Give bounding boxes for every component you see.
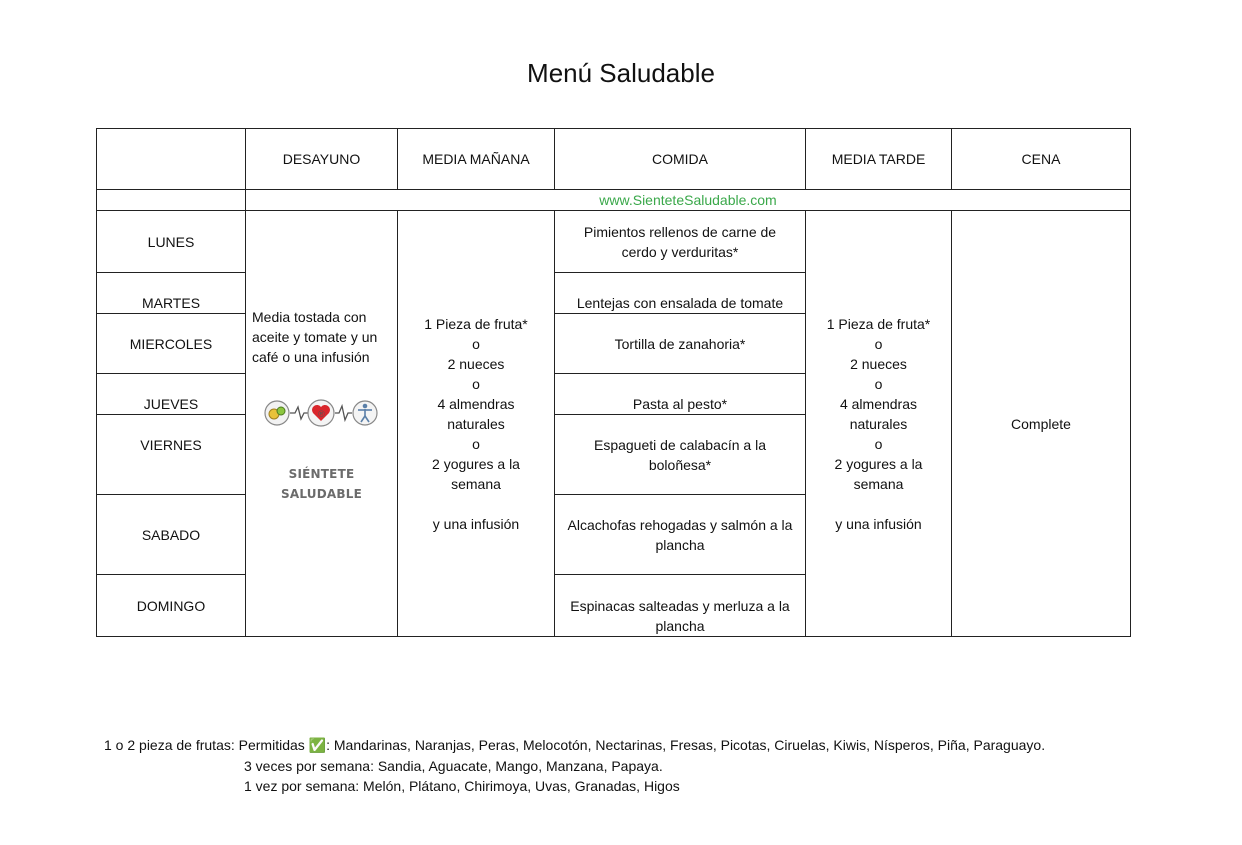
day-lunes: LUNES	[97, 211, 246, 273]
logo	[252, 389, 391, 504]
comida-line: Espinacas salteadas y merluza a la	[570, 598, 790, 614]
media-manana-cell	[398, 211, 555, 637]
snack-line: 4 almendras	[437, 395, 515, 412]
comida-line: Alcachofas rehogadas y salmón a la	[567, 516, 793, 533]
snack-line: y una infusión	[432, 515, 520, 532]
header-desayuno: DESAYUNO	[246, 129, 398, 190]
header-media-tarde: MEDIA TARDE	[806, 129, 952, 190]
comida-lunes	[555, 211, 806, 273]
comida-line: plancha	[655, 536, 705, 553]
page-title: Menú Saludable	[527, 58, 715, 88]
table-row	[97, 211, 1131, 273]
fruit-note-line-2: 3 veces por semana: Sandia, Aguacate, Mango, Manzana, Papaya.	[244, 758, 663, 774]
comida-line: plancha	[655, 618, 705, 634]
snack-line: o	[472, 335, 480, 352]
checkmark-icon: ✅	[308, 738, 327, 754]
comida-line: Pimientos rellenos de carne de	[583, 223, 777, 240]
day-sabado: SABADO	[97, 495, 246, 575]
fruit-note-list: : Mandarinas, Naranjas, Peras, Melocotón, Nectarinas, Fresas, Picotas, Ciruelas, Kiwis, Nísperos, Piña, Paraguayo.	[326, 737, 1046, 753]
comida-line: Pasta al pesto*	[632, 396, 728, 412]
comida-sabado	[555, 495, 806, 575]
comida-line: cerdo y verduritas*	[621, 243, 739, 260]
snack-line: y una infusión	[835, 515, 922, 532]
snack-line: naturales	[849, 415, 908, 432]
snack-line: o	[874, 375, 883, 392]
snack-line: 2 yogures a la	[834, 455, 923, 472]
header-cena: CENA	[952, 129, 1131, 190]
snack-line: 4 almendras	[839, 395, 918, 412]
snack-line: 2 nueces	[447, 355, 505, 372]
day-viernes: VIERNES	[97, 415, 246, 495]
snack-line: naturales	[447, 415, 505, 432]
fruit-note-line-1	[104, 735, 1045, 756]
registered-mark: ®	[318, 409, 325, 419]
cena-cell: Complete	[952, 211, 1131, 637]
snack-line: 1 Pieza de fruta*	[424, 315, 528, 332]
day-martes: MARTES	[97, 273, 246, 314]
header-row	[97, 129, 1131, 190]
menu-table	[96, 128, 1131, 637]
comida-jueves	[555, 374, 806, 415]
website-link-text[interactable]: www.SienteteSaludable.com	[599, 192, 777, 208]
comida-viernes	[555, 415, 806, 495]
snack-line: semana	[451, 475, 501, 492]
logo-text: SIÉNTETE SALUDABLE	[281, 467, 362, 501]
snack-line: o	[874, 335, 883, 352]
snack-line: o	[472, 435, 480, 452]
day-domingo: DOMINGO	[97, 575, 246, 637]
website-row	[97, 190, 1131, 211]
desayuno-line: aceite y tomate y un	[252, 329, 378, 345]
fruit-note-line-3: 1 vez por semana: Melón, Plátano, Chirimoya, Uvas, Granadas, Higos	[244, 778, 680, 794]
comida-line: boloñesa*	[648, 456, 712, 473]
snack-line: 2 nueces	[850, 355, 907, 372]
desayuno-line: café o una infusión	[252, 349, 370, 365]
fruit-notes	[104, 735, 1045, 796]
header-day	[97, 129, 246, 190]
snack-line: 2 yogures a la	[432, 455, 520, 472]
snack-line: 1 Pieza de fruta*	[826, 315, 931, 332]
desayuno-cell	[246, 211, 398, 637]
comida-line: Espagueti de calabacín a la	[593, 436, 766, 453]
snack-line: semana	[853, 475, 904, 492]
snack-line: o	[472, 375, 480, 392]
desayuno-line: Media tostada con	[252, 309, 367, 325]
day-miercoles: MIERCOLES	[97, 314, 246, 374]
media-tarde-cell	[806, 211, 952, 637]
fruit-note-prefix: 1 o 2 pieza de frutas: Permitidas	[104, 737, 305, 753]
comida-line: Tortilla de zanahoria*	[614, 335, 746, 352]
website-link[interactable]	[246, 190, 1131, 211]
header-media-manana: MEDIA MAÑANA	[398, 129, 555, 190]
day-jueves: JUEVES	[97, 374, 246, 415]
comida-domingo	[555, 575, 806, 637]
snack-line: o	[874, 435, 883, 452]
comida-martes	[555, 273, 806, 314]
header-comida: COMIDA	[555, 129, 806, 190]
comida-miercoles	[555, 314, 806, 374]
comida-line: Lentejas con ensalada de tomate	[576, 295, 784, 311]
